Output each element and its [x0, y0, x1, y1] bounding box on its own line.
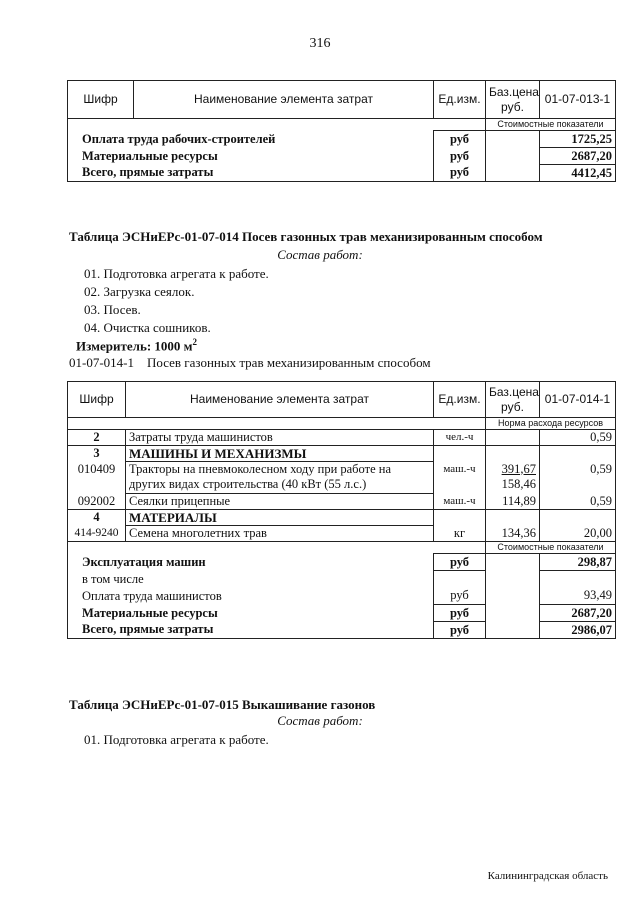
table-row [68, 605, 616, 622]
row-value: 0,59 [540, 462, 616, 494]
row-code: 092002 [68, 494, 126, 510]
cost-band-label: Стоимостные показатели [486, 119, 616, 131]
list-item: 03. Посев. [84, 302, 141, 317]
row-name: Семена многолетних трав [126, 526, 434, 542]
table-row [68, 510, 616, 526]
table-title-014: Таблица ЭСНиЕРс-01-07-014 Посев газонных трав механизированным способом [69, 229, 543, 244]
row-name: Сеялки прицепные [126, 494, 434, 510]
header-unit: Ед.изм. [434, 382, 486, 418]
header-name: Наименование элемента затрат [134, 81, 434, 119]
row-code: 414-9240 [68, 526, 126, 542]
row-value: 0,59 [540, 494, 616, 510]
row-value: 93,49 [540, 588, 616, 605]
row-value: 1725,25 [540, 131, 616, 148]
region-footer: Калининградская область [487, 870, 608, 882]
table-row [68, 131, 616, 148]
row-unit: руб [434, 131, 486, 148]
row-name: Материальные ресурсы [68, 605, 434, 622]
header-code: Шифр [68, 382, 126, 418]
header-table-code: 01-07-014-1 [540, 382, 616, 418]
list-item: 02. Загрузка сеялок. [84, 284, 195, 299]
table-row [68, 526, 616, 542]
row-unit: руб [434, 588, 486, 605]
table-row [68, 462, 616, 494]
list-item: 01. Подготовка агрегата к работе. [84, 732, 269, 747]
row-unit: маш.-ч [434, 462, 486, 494]
row-price: 114,89 [486, 494, 540, 510]
row-unit: руб [434, 605, 486, 622]
header-name: Наименование элемента затрат [126, 382, 434, 418]
table-row [68, 430, 616, 446]
row-code: 4 [68, 510, 126, 526]
row-name: Материальные ресурсы [68, 148, 434, 165]
row-name: Эксплуатация машин [68, 554, 434, 571]
table-row [68, 148, 616, 165]
row-name: в том числе [68, 571, 434, 588]
row-value: 20,00 [540, 526, 616, 542]
rate-code-line: 01-07-014-1 Посев газонных трав механизированным способом [69, 355, 431, 370]
list-item: 01. Подготовка агрегата к работе. [84, 266, 269, 281]
row-name: Тракторы на пневмоколесном ходу при работе на других видах строительства (40 кВт (55 л.с.) [126, 462, 434, 494]
header-table-code: 01-07-013-1 [540, 81, 616, 119]
row-name: Всего, прямые затраты [68, 622, 434, 639]
table-row [68, 588, 616, 605]
table-row [68, 622, 616, 639]
page-number: 316 [309, 36, 331, 51]
row-name: Всего, прямые затраты [68, 165, 434, 182]
row-name: МАШИНЫ И МЕХАНИЗМЫ [126, 446, 434, 462]
row-unit: руб [434, 165, 486, 182]
row-code: 010409 [68, 462, 126, 494]
list-item: 04. Очистка сошников. [84, 320, 211, 335]
row-price: 391,67 158,46 [486, 462, 540, 494]
header-price: Баз.цена руб. [486, 81, 540, 119]
row-unit: руб [434, 554, 486, 571]
row-code: 2 [68, 430, 126, 446]
table-row [68, 571, 616, 588]
row-name: Оплата труда рабочих-строителей [68, 131, 434, 148]
cost-band-label: Стоимостные показатели [486, 542, 616, 554]
table-row [68, 446, 616, 462]
row-code: 3 [68, 446, 126, 462]
row-value: 298,87 [540, 554, 616, 571]
cost-table-013 [67, 80, 616, 182]
row-name: МАТЕРИАЛЫ [126, 510, 434, 526]
row-unit: руб [434, 148, 486, 165]
row-unit: маш.-ч [434, 494, 486, 510]
row-name: Затраты труда машинистов [126, 430, 434, 446]
row-unit: руб [434, 622, 486, 639]
header-unit: Ед.изм. [434, 81, 486, 119]
norm-band-label: Норма расхода ресурсов [486, 418, 616, 430]
table-row [68, 165, 616, 182]
row-value: 0,59 [540, 430, 616, 446]
row-value: 2986,07 [540, 622, 616, 639]
header-price: Баз.цена руб. [486, 382, 540, 418]
table-row [68, 494, 616, 510]
table-row [68, 554, 616, 571]
row-value: 4412,45 [540, 165, 616, 182]
row-unit: чел.-ч [434, 430, 486, 446]
header-code: Шифр [68, 81, 134, 119]
table-title-015: Таблица ЭСНиЕРс-01-07-015 Выкашивание газонов [69, 697, 376, 712]
row-unit: кг [434, 526, 486, 542]
resource-table-014 [67, 381, 616, 639]
row-name: Оплата труда машинистов [68, 588, 434, 605]
row-value: 2687,20 [540, 605, 616, 622]
work-composition-title: Состав работ: [277, 247, 363, 262]
work-composition-title: Состав работ: [277, 713, 363, 728]
row-price: 134,36 [486, 526, 540, 542]
row-value: 2687,20 [540, 148, 616, 165]
measure-unit: Измеритель: 1000 $м^2$ [76, 337, 198, 354]
